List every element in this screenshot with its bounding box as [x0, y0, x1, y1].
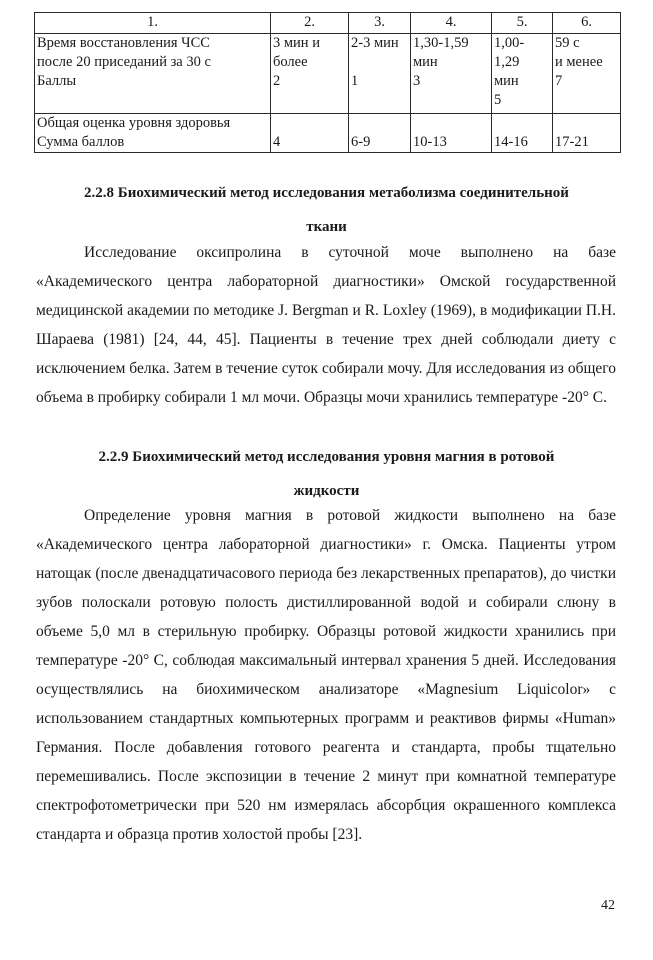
cell-text — [413, 114, 489, 133]
table-row — [35, 34, 621, 114]
cell-text: 3 мин и — [273, 35, 320, 51]
cell-text: 4 — [273, 134, 281, 150]
cell-text: 59 с — [555, 35, 580, 51]
cell-text — [273, 114, 346, 133]
table-cell — [411, 114, 492, 153]
table-header-cell: 1. — [35, 13, 271, 34]
cell-text: 17-21 — [555, 134, 589, 150]
table-cell — [35, 34, 271, 114]
table-header-cell: 2. — [271, 13, 349, 34]
cell-text: 14-16 — [494, 134, 528, 150]
section-heading-2-2-9 — [40, 440, 613, 508]
heading-line: 2.2.8 Биохимический метод исследования метаболизма соединительной — [84, 185, 569, 201]
cell-text: 1,30-1,59 — [413, 35, 469, 51]
cell-text: 6-9 — [351, 134, 371, 150]
table-row — [35, 114, 621, 153]
table-header-cell: 4. — [411, 13, 492, 34]
table-header-row — [35, 13, 621, 34]
cell-text: 5 — [494, 92, 502, 108]
table-header-cell: 5. — [492, 13, 553, 34]
cell-text: 1,00- — [494, 35, 525, 51]
table-cell — [271, 114, 349, 153]
table-cell — [553, 34, 621, 114]
health-score-table — [34, 12, 621, 153]
cell-text: Общая оценка уровня здоровья — [37, 115, 231, 131]
cell-text: Сумма баллов — [37, 134, 125, 150]
cell-text — [351, 53, 408, 72]
cell-text: мин — [494, 73, 519, 89]
cell-text: 2 — [273, 73, 281, 89]
cell-text — [555, 114, 618, 133]
cell-text: 7 — [555, 73, 563, 89]
section-heading-2-2-8 — [40, 176, 613, 244]
cell-text: 1 — [351, 73, 359, 89]
table-cell — [553, 114, 621, 153]
heading-line: ткани — [306, 219, 347, 235]
cell-text: 2-3 мин — [351, 35, 399, 51]
page-number: 42 — [601, 898, 615, 913]
cell-text: и менее — [555, 54, 603, 70]
table-header-cell: 3. — [349, 13, 411, 34]
cell-text — [494, 114, 550, 133]
cell-text: 1,29 — [494, 54, 520, 70]
table-cell — [492, 34, 553, 114]
cell-text: мин — [413, 54, 438, 70]
section-paragraph-2-2-9: Определение уровня магния в ротовой жидкости выполнено на базе «Академического центра лабораторной диагностики» г. Омска. Пациенты утром натощак (после двенадцатичасового периода без лекарственных препаратов), до чистки зубов полоскали ротовую полость дистиллированной водой и собирали слюну в объеме 5,0 мл в стерильную пробирку. Образцы ротовой жидкости хранились при температуре -20° С, соблюдая максимальный интервал хранения 5 дней. Исследования осуществлялись на биохимическом анализаторе «Magnesium Liquicolor» с использованием стандартных компьютерных программ и реактивов фирмы «Human» Германия. После добавления готового реагента и стандарта, пробы тщательно перемешивались. После экспозиции в течение 2 минут при комнатной температуре спектрофотометрически при 520 нм измерялась абсорбция окрашенного комплекса стандарта и образца против холостой пробы [23]. — [36, 507, 616, 843]
table-cell — [35, 114, 271, 153]
cell-text: Баллы — [37, 73, 77, 89]
heading-line: 2.2.9 Биохимический метод исследования уровня магния в ротовой — [98, 449, 555, 465]
table-cell — [411, 34, 492, 114]
table-cell — [349, 34, 411, 114]
table-cell — [271, 34, 349, 114]
cell-text: более — [273, 54, 308, 70]
table-header-cell: 6. — [553, 13, 621, 34]
heading-line: жидкости — [293, 483, 360, 499]
cell-text: после 20 приседаний за 30 с — [37, 54, 211, 70]
cell-text: 10-13 — [413, 134, 447, 150]
cell-text: Время восстановления ЧСС — [37, 35, 210, 51]
section-paragraph-2-2-8: Исследование оксипролина в суточной моче выполнено на базе «Академического центра лабораторной диагностики» Омской государственной медицинской академии по методике J. Bergman и R. Loxley (1969), в модификации П.Н. Шараева (1981) [24, 44, 45]. Пациенты в течение трех дней соблюдали диету с исключением белка. Затем в течение суток собирали мочу. Для исследования из общего объема в пробирку собирали 1 мл мочи. Образцы мочи хранились температуре -20° С. — [36, 244, 616, 406]
cell-text: 3 — [413, 73, 421, 89]
cell-text — [351, 114, 408, 133]
table-cell — [492, 114, 553, 153]
table-cell — [349, 114, 411, 153]
